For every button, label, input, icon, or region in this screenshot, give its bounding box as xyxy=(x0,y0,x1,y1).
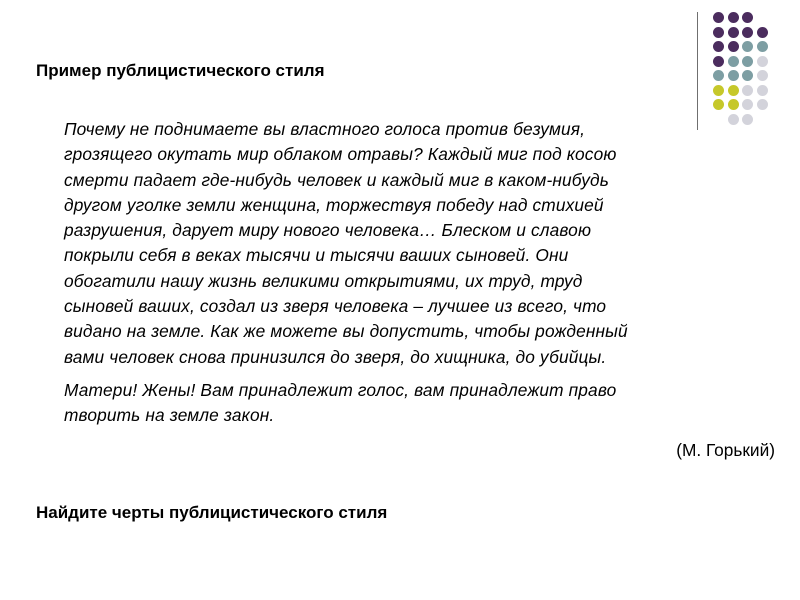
decorative-dot xyxy=(713,12,724,23)
quote-line: грозящего окутать мир облаком отравы? Каждый миг под косою xyxy=(64,144,617,165)
slide-title: Пример публицистического стиля xyxy=(36,61,325,80)
task-heading: Найдите черты публицистического стиля xyxy=(36,503,388,522)
decorative-dot xyxy=(728,56,739,67)
decorative-dot xyxy=(742,56,753,67)
decorative-dot xyxy=(742,85,753,96)
decorative-dot xyxy=(742,12,753,23)
quote-paragraph-2 xyxy=(64,378,774,429)
quote-line: обогатили нашу жизнь великими открытиями, их труд, труд xyxy=(64,270,583,291)
quote-line: сыновей ваших, создал из зверя человека – лучшее из всего, что xyxy=(64,296,607,317)
decorative-dot xyxy=(728,70,739,81)
decorative-dot xyxy=(713,41,724,52)
quote-line: Матери! Жены! Вам принадлежит голос, вам принадлежит право xyxy=(64,379,617,400)
quote-line: разрушения, дарует миру нового человека… Блеском и славою xyxy=(64,220,592,241)
quote-attribution: (М. Горький) xyxy=(676,440,775,460)
decorative-dot xyxy=(713,85,724,96)
decorative-dot xyxy=(728,27,739,38)
decorative-dot xyxy=(728,41,739,52)
decorative-dot xyxy=(728,85,739,96)
quote-line: Почему не поднимаете вы властного голоса против безумия, xyxy=(64,119,586,139)
decorative-dot xyxy=(713,99,724,110)
decorative-dot xyxy=(757,70,768,81)
quote-paragraph-1 xyxy=(64,117,774,370)
decorative-dot xyxy=(742,41,753,52)
decorative-dot xyxy=(757,27,768,38)
quote-line: видано на земле. Как же можете вы допустить, чтобы рожденный xyxy=(64,321,628,342)
decorative-dot xyxy=(757,56,768,67)
decorative-dot xyxy=(757,41,768,52)
decorative-dot xyxy=(742,70,753,81)
decorative-dot xyxy=(742,99,753,110)
quote-line: творить на земле закон. xyxy=(64,405,275,426)
decorative-dot xyxy=(757,85,768,96)
decorative-dot xyxy=(728,99,739,110)
decorative-dot xyxy=(742,27,753,38)
quote-text xyxy=(64,117,774,429)
quote-line: покрыли себя в веках тысячи и тысячи ваших сыновей. Они xyxy=(64,245,569,266)
quote-line: вами человек снова принизился до зверя, до хищника, до убийцы. xyxy=(64,346,607,367)
decorative-dot xyxy=(713,56,724,67)
decorative-dot xyxy=(713,70,724,81)
quote-line: другом уголке земли женщина, торжествуя победу над стихией xyxy=(64,194,604,215)
divider-line xyxy=(697,12,698,130)
quote-line: смерти падает где-нибудь человек и каждый миг в каком-нибудь xyxy=(64,169,609,190)
decorative-dot xyxy=(728,12,739,23)
decorative-dot xyxy=(713,27,724,38)
decorative-dot xyxy=(757,99,768,110)
